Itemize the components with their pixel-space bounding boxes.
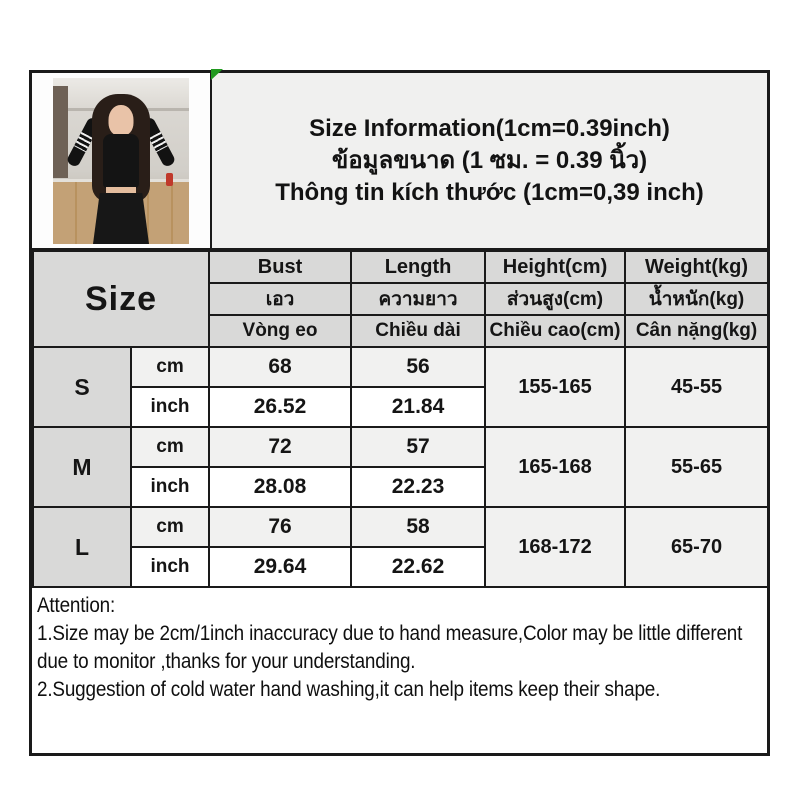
col-bust-vi: Vòng eo: [209, 315, 351, 347]
l-bust-inch: 29.64: [209, 547, 351, 587]
s-length-inch: 21.84: [351, 387, 485, 427]
product-photo-cell: [32, 73, 212, 248]
size-table: [32, 250, 769, 588]
m-bust-inch: 28.08: [209, 467, 351, 507]
col-length-vi: Chiều dài: [351, 315, 485, 347]
header-row-english: [33, 251, 768, 283]
title-row: [32, 73, 767, 250]
size-label-l: L: [33, 507, 131, 587]
col-length-en: Length: [351, 251, 485, 283]
table-row-m-cm: [33, 427, 768, 467]
size-corner-cell: Size: [33, 251, 209, 347]
col-weight-th: น้ำหนัก(kg): [625, 283, 768, 315]
col-bust-en: Bust: [209, 251, 351, 283]
s-height-range: 155-165: [485, 347, 625, 427]
col-weight-vi: Cân nặng(kg): [625, 315, 768, 347]
l-height-range: 168-172: [485, 507, 625, 587]
sleeve-stripes: [149, 132, 168, 152]
l-bust-cm: 76: [209, 507, 351, 547]
m-weight-range: 55-65: [625, 427, 768, 507]
col-length-th: ความยาว: [351, 283, 485, 315]
col-weight-en: Weight(kg): [625, 251, 768, 283]
m-length-cm: 57: [351, 427, 485, 467]
s-weight-range: 45-55: [625, 347, 768, 427]
title-cell: [212, 73, 767, 248]
col-height-en: Height(cm): [485, 251, 625, 283]
attention-note-2: 2.Suggestion of cold water hand washing,it can help items keep their shape.: [37, 678, 661, 701]
table-row-l-cm: [33, 507, 768, 547]
title-vietnamese: Thông tin kích thước (1cm=0,39 inch): [275, 178, 704, 206]
model-face: [109, 105, 134, 136]
s-length-cm: 56: [351, 347, 485, 387]
m-length-inch: 22.23: [351, 467, 485, 507]
col-height-vi: Chiều cao(cm): [485, 315, 625, 347]
attention-heading: Attention:: [37, 594, 116, 617]
size-label-m: M: [33, 427, 131, 507]
model-black-top: [103, 134, 139, 188]
size-chart-frame: [29, 70, 770, 756]
title-english: Size Information(1cm=0.39inch): [309, 114, 670, 142]
unit-label-inch: inch: [131, 387, 209, 427]
photo-dark-wall: [53, 86, 68, 178]
unit-label-inch: inch: [131, 467, 209, 507]
m-height-range: 165-168: [485, 427, 625, 507]
unit-label-cm: cm: [131, 507, 209, 547]
table-row-s-cm: [33, 347, 768, 387]
s-bust-cm: 68: [209, 347, 351, 387]
l-length-inch: 22.62: [351, 547, 485, 587]
sleeve-stripes: [74, 132, 93, 152]
size-label-s: S: [33, 347, 131, 427]
attention-text-block: [37, 592, 760, 704]
s-bust-inch: 26.52: [209, 387, 351, 427]
model-black-pants: [93, 193, 149, 244]
photo-red-object: [166, 173, 173, 186]
attention-section: [32, 588, 767, 753]
model-waist: [106, 187, 136, 194]
title-thai: ข้อมูลขนาด (1 ซม. = 0.39 นิ้ว): [331, 146, 648, 174]
unit-label-inch: inch: [131, 547, 209, 587]
unit-label-cm: cm: [131, 427, 209, 467]
col-height-th: ส่วนสูง(cm): [485, 283, 625, 315]
l-length-cm: 58: [351, 507, 485, 547]
unit-label-cm: cm: [131, 347, 209, 387]
product-photo: [53, 78, 189, 244]
col-bust-th: เอว: [209, 283, 351, 315]
m-bust-cm: 72: [209, 427, 351, 467]
l-weight-range: 65-70: [625, 507, 768, 587]
attention-note-1: 1.Size may be 2cm/1inch inaccuracy due to hand measure,Color may be little different due to monitor ,thanks for your understanding.: [37, 622, 743, 673]
